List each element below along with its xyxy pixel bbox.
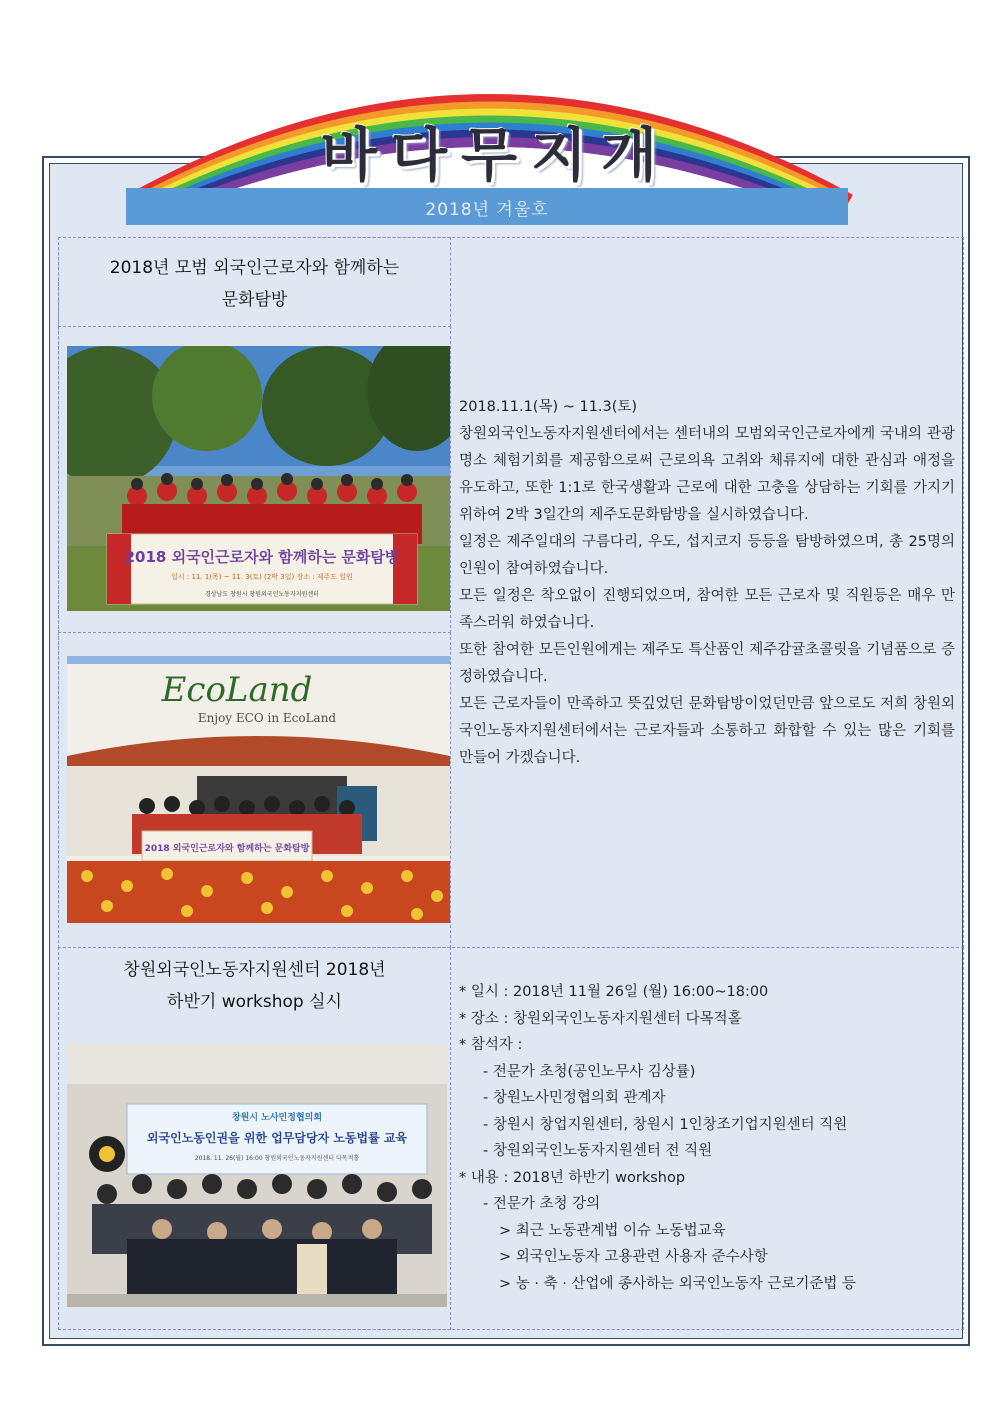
photo1-banner-sub: 일시 : 11. 1(목) ~ 11. 3(토) (2박 3일) 장소 : 제주도 일원	[171, 573, 353, 581]
attendee-item: - 창원노사민정협의회 관계자	[483, 1090, 666, 1106]
workshop-attendees-label: * 참석자 :	[459, 1037, 523, 1053]
article1-paragraph-3: 모든 일정은 착오없이 진행되었으며, 참여한 모든 근로자 및 직원등은 매우 만족스러워 하였습니다.	[459, 588, 955, 631]
article2-photo-workshop	[67, 1044, 447, 1307]
workshop-banner-sub: 2018. 11. 26(월) 16:00 창원외국인노동자지원센터 다목적홀	[194, 1155, 360, 1162]
workshop-date: * 일시 : 2018년 11월 26일 (월) 16:00~18:00	[459, 984, 769, 1000]
attendee-item: - 전문가 초청(공인노무사 김상률)	[483, 1063, 696, 1080]
content-subitem: > 농 · 축 · 산업에 종사하는 외국인노동자 근로기준법 등	[499, 1275, 856, 1292]
workshop-content: * 내용 : 2018년 하반기 workshop	[459, 1169, 686, 1186]
ecoland-sign-sub: Enjoy ECO in EcoLand	[197, 711, 337, 725]
article1-paragraph-2: 일정은 제주일대의 구름다리, 우도, 섭지코지 등등을 탐방하였으며, 총 25명의 인원이 참여하였습니다.	[459, 534, 955, 577]
article1-paragraph-5: 모든 근로자들이 만족하고 뜻깊었던 문화탐방이었던만큼 앞으로도 저희 창원외국인노동자지원센터에서는 근로자들과 소통하고 화합할 수 있는 많은 기회를 만들어 가겠습니다.	[459, 696, 955, 766]
article1-paragraph-4: 또한 참여한 모든인원에게는 제주도 특산품인 제주감귤초콜릿을 기념품으로 증정하였습니다.	[459, 642, 955, 685]
newsletter-title: 바다무지개	[320, 121, 672, 189]
workshop-org: 창원시 노사민정협의회	[231, 1113, 323, 1123]
article1-date: 2018.11.1(목) ~ 11.3(토)	[459, 399, 638, 415]
ecoland-sign-title: EcoLand	[161, 670, 313, 710]
article1-paragraph-1: 창원외국인노동자지원센터에서는 센터내의 모범외국인근로자에게 국내의 관광명소 체험기회를 제공함으로써 근로의욕 고취와 체류지에 대한 관심과 애정을 유도하고, 또한 1:1로 한국생활과 근로에 대한 고충을 상담하는 기회를 가지기 위하여 2박 3일간의 제주도문화탐방을 실시하였습니다.	[459, 426, 955, 523]
article1-body	[459, 394, 955, 772]
article1-photo-group-park	[67, 346, 450, 611]
attendee-item: - 창원외국인노동자지원센터 전 직원	[483, 1143, 713, 1159]
article1-photo-ecoland	[67, 656, 450, 923]
content-subitem: > 최근 노동관계법 이슈 노동법교육	[499, 1222, 726, 1239]
article1-title	[58, 252, 451, 316]
article2-title	[58, 954, 451, 1018]
article2-details	[459, 979, 959, 1297]
workshop-banner-text: 외국인노동인권을 위한 업무담당자 노동법률 교육	[146, 1131, 408, 1145]
issue-banner	[126, 188, 848, 225]
article1-title-line1: 2018년 모범 외국인근로자와 함께하는	[109, 258, 400, 278]
photo1-banner-text: 2018 외국인근로자와 함께하는 문화탐방	[124, 548, 400, 566]
article1-title-line2: 문화탐방	[221, 290, 288, 310]
article2-title-line2: 하반기 workshop 실시	[167, 992, 342, 1012]
photo2-banner-text: 2018 외국인근로자와 함께하는 문화탐방	[144, 844, 310, 854]
content-item: - 전문가 초청 강의	[483, 1196, 601, 1212]
issue-label: 2018년 겨울호	[425, 200, 549, 220]
content-subitem: > 외국인노동자 고용관련 사용자 준수사항	[499, 1249, 768, 1265]
photo1-sponsors: 경상남도 창원시 창원외국인노동자지원센터	[205, 591, 319, 598]
article2-title-line1: 창원외국인노동자지원센터 2018년	[123, 960, 386, 980]
attendee-item: - 창원시 창업지원센터, 창원시 1인창조기업지원센터 직원	[483, 1116, 848, 1133]
workshop-place: * 장소 : 창원외국인노동자지원센터 다목적홀	[459, 1010, 742, 1027]
